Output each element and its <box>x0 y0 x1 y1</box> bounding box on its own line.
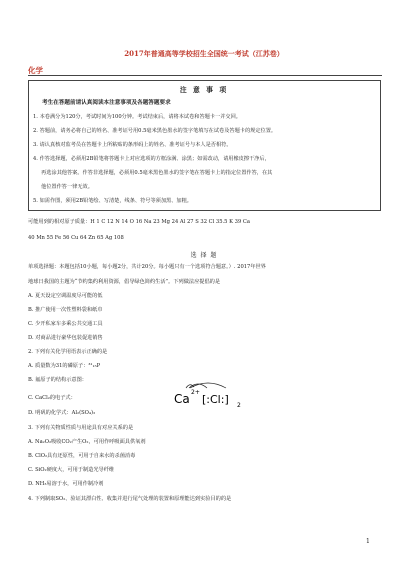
notice-line: 5. 如需作图，须用2B铅笔绘、写清楚，线条、符号等须加黑、加粗。 <box>33 198 192 204</box>
question-1-stem: 地球日我国的主题为“节约集约利用资源，倡导绿色简约生活”。下列做法应提倡的是 <box>28 279 221 285</box>
notice-line: 再选涂其他答案。作答非选择题，必须用0.5毫米黑色墨水的签字笔在答题卡上的指定位置作答，在其 <box>41 170 273 176</box>
notice-heading: 注 意 事 项 <box>179 86 229 94</box>
divider <box>28 75 382 76</box>
cacl2-electron-formula <box>174 381 244 411</box>
q1-option-c: C. 少开私家车多乘公共交通工具 <box>28 321 103 327</box>
question-3-stem: 3. 下列有关物质性质与用途具有对应关系的是 <box>28 425 134 431</box>
q3-option-c: C. SiO₂硬度大，可用于制造光导纤维 <box>28 467 115 473</box>
notice-line: 3. 请认真核对监考员在答题卡上所粘贴的条形码上的姓名、准考证号与本人是否相符。 <box>33 142 232 148</box>
question-2-stem: 2. 下列有关化学用语表示正确的是 <box>28 349 108 355</box>
formula-cation: Ca <box>174 392 190 406</box>
q2-option-a: A. 质量数为31的磷原子：³¹₁₅P <box>28 363 101 369</box>
section-title: 选 择 题 <box>190 252 218 259</box>
notice-intro: 考生在答题前请认真阅读本注意事项及各题答题要求 <box>42 100 171 106</box>
page-number: 1 <box>366 538 370 545</box>
q2-option-b: B. 氟原子的结构示意图： <box>28 377 87 383</box>
q3-option-d: D. NH₃易溶于水，可用作制冷剂 <box>28 481 104 487</box>
section-intro: 单项选择题：本题包括10小题，每小题2分，共计20分。每小题只有一个选项符合题意。）. 2017年世界 <box>28 264 266 270</box>
subject-label: 化学 <box>28 66 43 75</box>
q2-option-d: D. 明矾的化学式：Al₂(SO₄)₃ <box>28 410 96 416</box>
q1-option-b: B. 推广使用一次性塑料袋和纸巾 <box>28 307 103 313</box>
q2-option-c: C. CaCl₂的电子式： <box>28 395 76 401</box>
q1-option-d: D. 对商品进行豪华包装促进销售 <box>28 335 103 341</box>
notice-line: 他位置作答一律无效。 <box>41 184 93 190</box>
formula-subscript: 2 <box>237 402 241 409</box>
notice-line: 2. 答题前，请务必将自己的姓名、准考证号用0.5毫米黑色墨水的签字笔填写在试卷及答题卡的规定位置。 <box>33 128 277 134</box>
formula-anion: [:Cl:] <box>202 393 229 406</box>
q3-option-a: A. Na₂O₂吸收CO₂产生O₂，可用作呼吸面具供氧剂 <box>28 439 146 445</box>
question-4-stem: 4. 下列制取SO₂、验证其漂白性、收集并进行尾气处理的装置和原理能达到实验目的的是 <box>28 496 232 502</box>
formula-charge: 2+ <box>191 389 200 396</box>
atomic-masses-cont: 40 Mn 55 Fe 56 Cu 64 Zn 65 Ag 108 <box>28 235 124 241</box>
notice-line: 4. 作答选择题，必须用2B铅笔将答题卡上对应选项的方框涂满、涂黑；如需改动，请用橡皮擦干净后， <box>33 156 270 162</box>
q3-option-b: B. ClO₂具有还原性，可用于自来水的杀菌消毒 <box>28 453 136 459</box>
notice-line: 1. 本卷满分为120分，考试时间为100分钟。考试结束后，请将本试卷和答题卡一并交回。 <box>33 114 241 120</box>
q1-option-a: A. 夏天设定空调温度尽可能的低 <box>28 293 103 299</box>
page-title: 2017年普通高等学校招生全国统一考试（江苏卷） <box>124 49 284 58</box>
atomic-masses: 可能用到的相对原子质量：H 1 C 12 N 14 O 16 Na 23 Mg 24 Al 27 S 32 Cl 35.5 K 39 Ca <box>28 219 250 225</box>
